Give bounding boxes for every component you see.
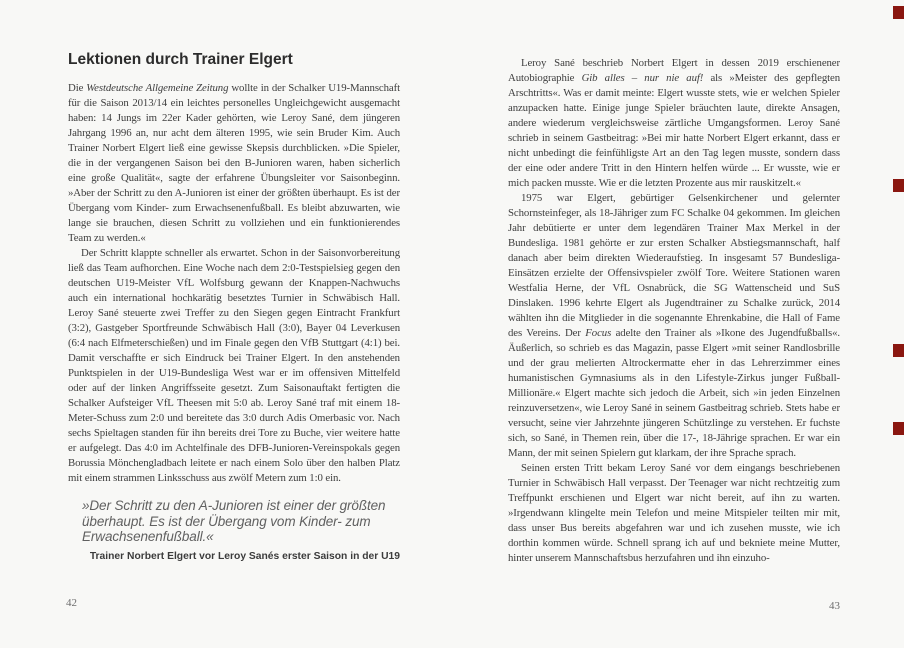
page-number-right: 43 bbox=[829, 600, 840, 612]
red-edge-marker bbox=[893, 6, 904, 19]
page-right bbox=[508, 56, 840, 566]
paragraph: Seinen ersten Tritt bekam Leroy Sané vor dem eingangs beschriebenen Turnier in Schwäbisch Hall verpasst. Der Teenager war nicht rechtzeitig zum Treffpunkt erschienen und Elgert war nicht bereit, auf ihn zu warten. »Irgendwann klingelte mein Telefon und meine Mitspieler teilten mir mit, dass unser Bus bereits abgefahren war und ich zusehen musste, wie ich dorthin kommen würde. Schnell sprang ich auf und bekniete meine Mutter, hinter unserem Mannschaftsbus herzufahren und ihn einzuho- bbox=[508, 462, 840, 564]
chapter-heading: Lektionen durch Trainer Elgert bbox=[68, 51, 293, 68]
pull-quote-attribution: Trainer Norbert Elgert vor Leroy Sanés erster Saison in der U19 bbox=[89, 550, 400, 562]
page-number-left: 42 bbox=[66, 597, 77, 609]
paragraph: Leroy Sané beschrieb Norbert Elgert in dessen 2019 erschienener Autobiographie Gib alles – nur nie auf! als »Meister des gepflegten Arschtritts«. Was er damit meinte: Elgert wusste stets, wie er welchen Spieler anzupacken hatte. Einige junge Spieler bräuchten laute, direkte Ansagen, andere wiederum vergleichsweise zärtliche Umgangsformen. Leroy Sané schrieb in seinem Gastbeitrag: »Bei mir hatte Norbert Elgert erkannt, dass er nicht unbedingt die feinfühligste Art an den Tag legen musste, sondern dass der eine oder andere Tritt in den Hintern helfen würde ... Er wusste, wie er mich packen musste. Wie er die letzten Prozente aus mir rauskitzelt.« bbox=[508, 57, 841, 189]
page-left bbox=[68, 52, 400, 563]
red-edge-marker bbox=[893, 344, 904, 357]
right-page-body bbox=[508, 56, 840, 566]
red-edge-marker bbox=[893, 179, 904, 192]
paragraph: 1975 war Elgert, gebürtiger Gelsenkirchener und gelernter Schornsteinfeger, als 18-Jähriger zum FC Schalke 04 gekommen. Im gleichen Jahr debütierte er unter dem legendären Trainer Max Merkel in der Bundesliga. 1981 gehörte er zur ersten Schalker Abstiegsmannschaft, half danach aber beim direkten Wiederaufstieg. In insgesamt 57 Bundesliga-Einsätzen erzielte der Offensivspieler zwölf Tore. Weitere Stationen waren Westfalia Herne, der VfL Osnabrück, die SG Wattenscheid und SuS Dinslaken. 1996 kehrte Elgert als Jugendtrainer zu Schalke zurück, 2014 wählten ihn die Mitglieder in die sogenannte Ehrenkabine, die Hall of Fame des Vereins. Der Focus adelte den Trainer als »Ikone des Jugendfußballs«. Äußerlich, so schrieb es das Magazin, passe Elgert »mit seiner Randlosbrille und der grau melierten Altrockermatte eher in das Lehrerzimmer eines humanistischen Gymnasiums als in den Lifestyle-Zirkus junger Fußball-Millionäre.« Elgert machte sich jedoch die Arbeit, sich »in jeden Einzelnen reinzuversetzen«, wie Leroy Sané in seinem Gastbeitrag schrieb. Stets habe er versucht, seine vier Jahrzehnte jüngeren Schützlinge zu verstehen. Er fuchste sich, so Sané, in Themen rein, über die 17-, 18-Jährige sprachen. Er war ein Mann, der mit seinen Spielern gut klarkam, der ihre Sprache sprach. bbox=[508, 192, 840, 459]
left-page-body bbox=[68, 81, 400, 486]
pull-quote: »Der Schritt zu den A-Junioren ist einer der größten überhaupt. Es ist der Übergang vom Kinder- zum Erwachsenenfußball.« bbox=[82, 498, 386, 544]
paragraph: Die Westdeutsche Allgemeine Zeitung wollte in der Schalker U19-Mannschaft für die Saison 2013/14 ein leichtes personelles Ungleichgewicht ausgemacht haben: 14 Jungs im 22er Kader gehörten, wie Leroy Sané, dem jüngeren Jahrgang 1996 an, nur acht dem älteren 1995, wie sein Bruder Kim. Auch Trainer Norbert Elgert ließ eine gewisse Skepsis durchblicken. »Die Spieler, die in der vergangenen Saison bei den B-Junioren waren, haben sicherlich eine große Qualität«, sagte der erfahrene Übungsleiter vor Saisonbeginn. »Aber der Schritt zu den A-Junioren ist einer der größten überhaupt. Es ist der Übergang vom Kinder- zum Erwachsenenfußball. Es bleibt abzuwarten, wie lange sie brauchen, diesen Schritt zu vollziehen und ein funktionierendes Team zu werden.« bbox=[68, 82, 400, 244]
red-edge-marker bbox=[893, 422, 904, 435]
paragraph: Der Schritt klappte schneller als erwartet. Schon in der Saisonvorbereitung ließ das Team aufhorchen. Eine Woche nach dem 2:0-Testspielsieg gegen den deutschen U19-Meister VfL Wolfsburg gewann der Knappen-Nachwuchs auch ein international hochkarätig besetztes Turnier in Schwäbisch Hall. Leroy Sané steuerte zwei Treffer zu den Siegen gegen Eintracht Frankfurt (3:2), Gastgeber Sportfreunde Schwäbisch Hall (3:0), Bayer 04 Leverkusen (6:4 nach Elfmeterschießen) und im Finale gegen den VfB Stuttgart (4:1) bei. Damit verschaffte er sich Eindruck bei Trainer Elgert. In den anstehenden Punktspielen in der U19-Bundesliga West war er im offensiven Mittelfeld oder auf der linken Angriffsseite gesetzt. Zum Saisonauftakt fertigten die Schalker Aufsteiger VfL Theesen mit 5:0 ab. Leroy Sané traf mit einem 18-Meter-Schuss zum 2:0 und bereitete das 3:0 durch Adis Omerbasic vor. Nach sechs Spieltagen standen für ihn bereits drei Tore zu Buche, vier weitere hatte er aufgelegt. Das 4:0 im Achtelfinale des DFB-Junioren-Vereinspokals gegen Borussia Mönchengladbach leitete er nach einem Solo über den halben Platz mit einem strammen Linksschuss aus zwölf Metern zum 1:0 ein. bbox=[68, 247, 400, 484]
